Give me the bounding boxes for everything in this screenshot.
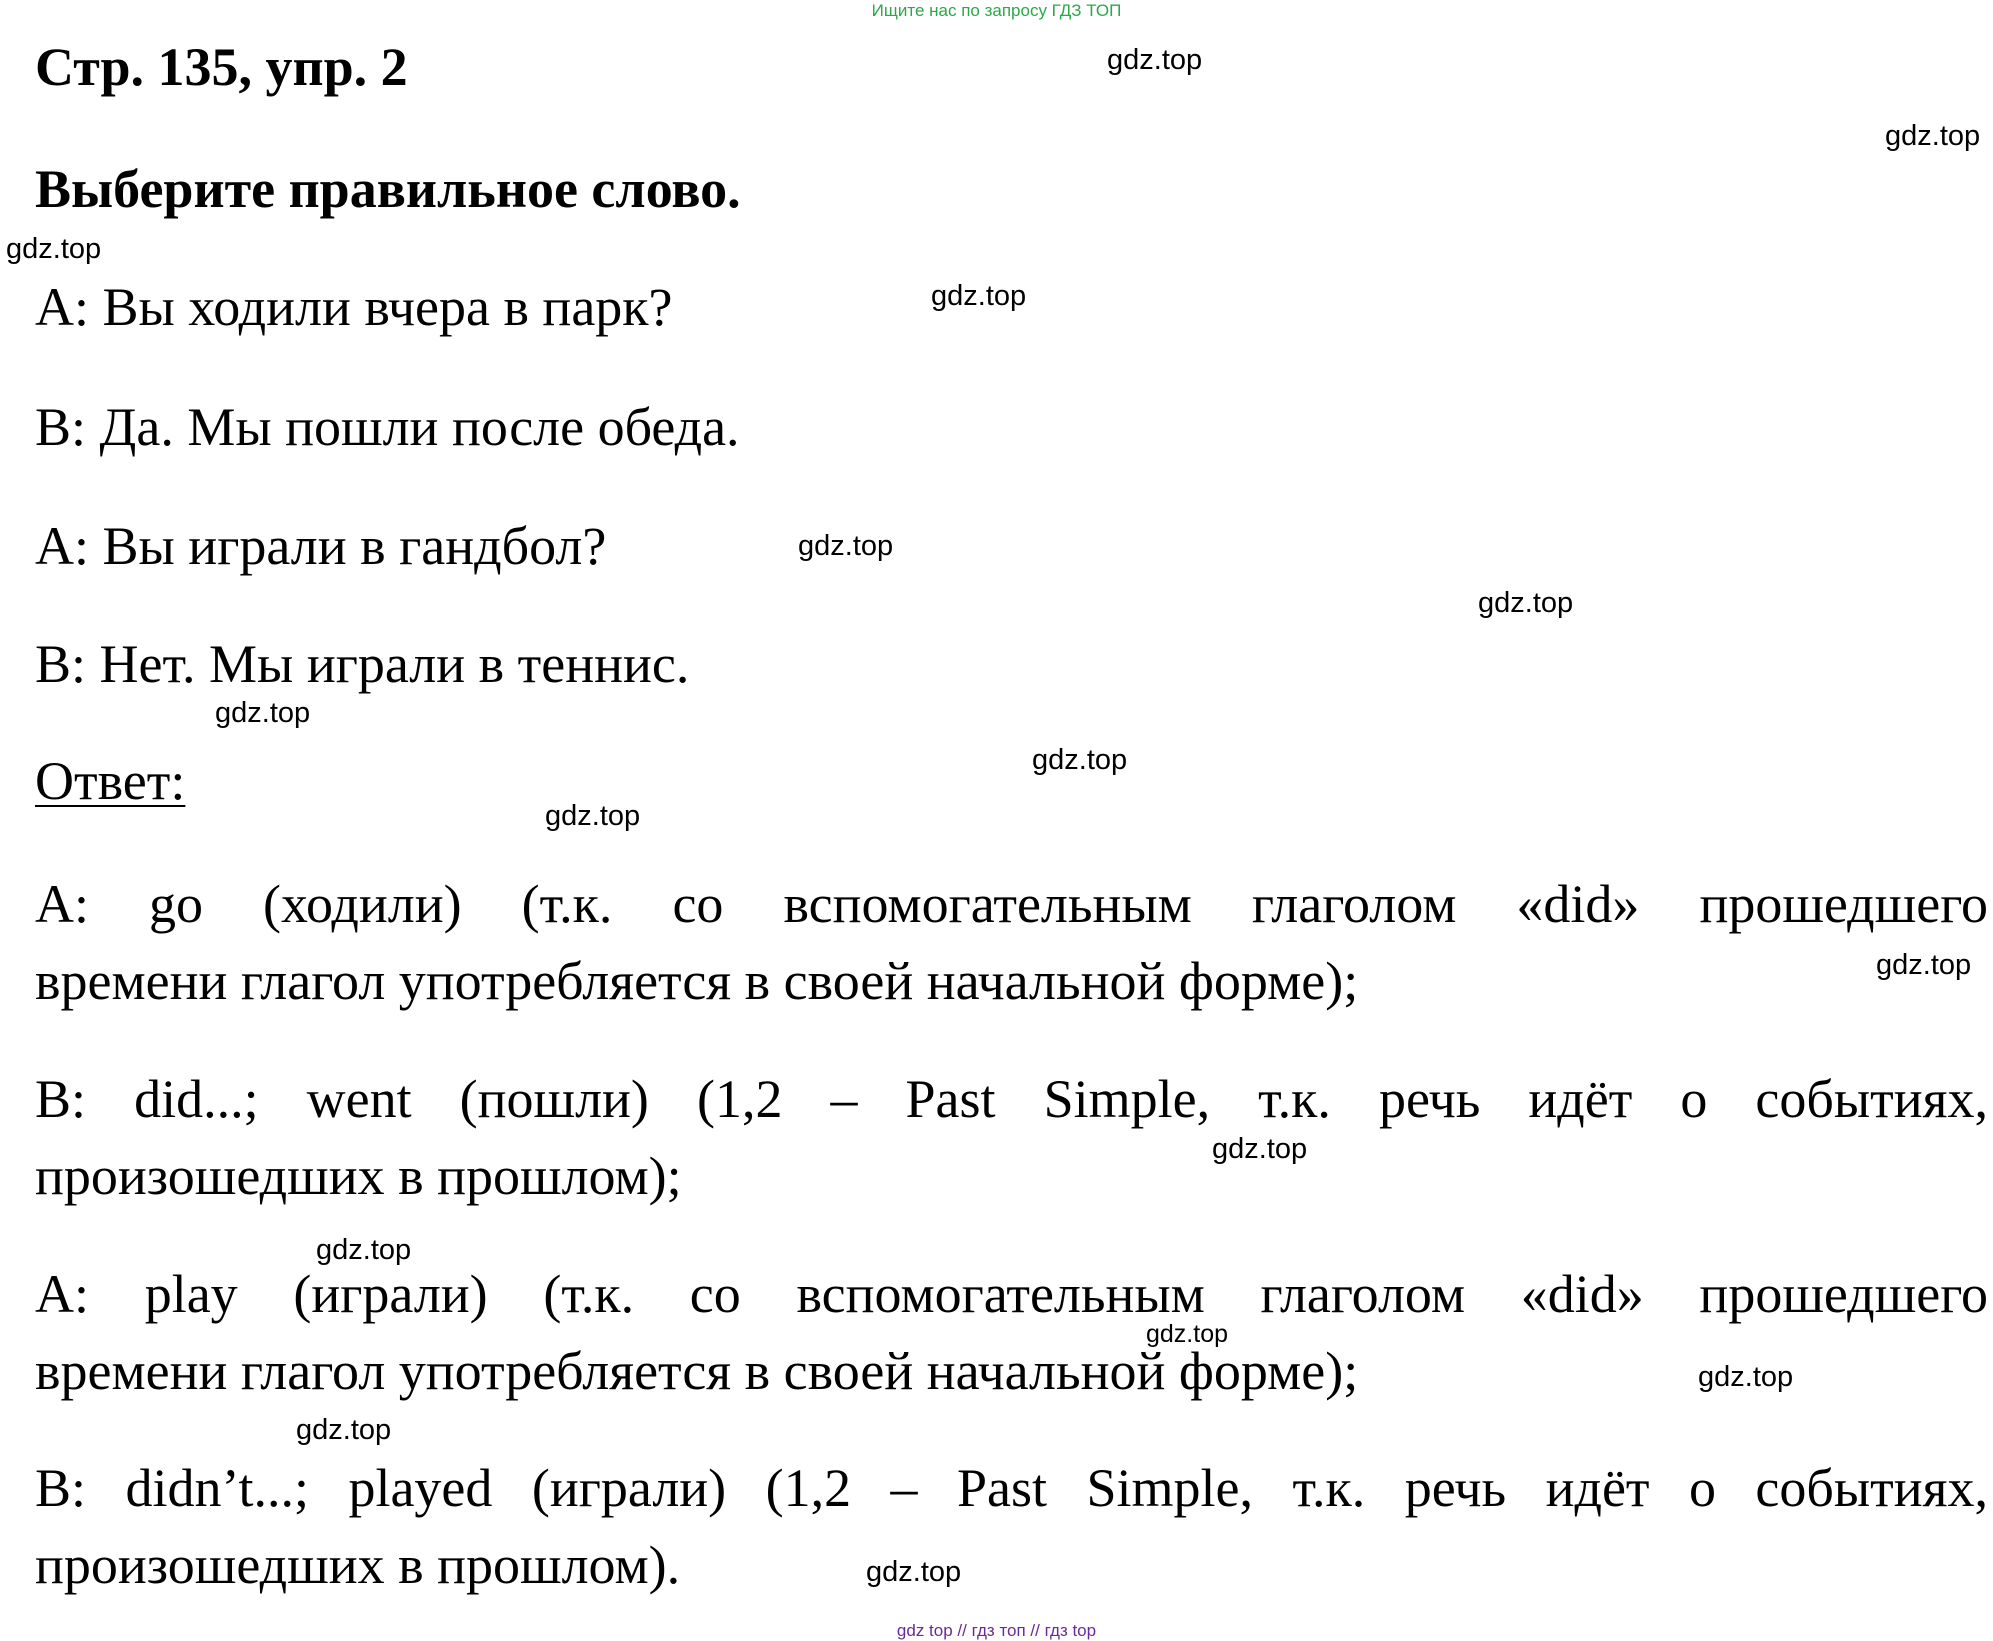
page-title: Стр. 135, упр. 2 bbox=[35, 37, 408, 97]
watermark: gdz.top bbox=[866, 1556, 962, 1588]
dialogue-line-3: A: Вы играли в гандбол? bbox=[35, 516, 607, 576]
watermark: gdz.top bbox=[316, 1234, 412, 1266]
answer-1-line-2: времени глагол употребляется в своей начальной форме); bbox=[35, 951, 1359, 1011]
watermark: gdz.top bbox=[1212, 1133, 1308, 1165]
answer-1-line-1: A: go (ходили) (т.к. со вспомогательным глаголом «did» прошедшего bbox=[35, 874, 1988, 934]
answer-paragraph-3 bbox=[35, 1256, 1988, 1410]
top-banner: Ищите нас по запросу ГДЗ ТОП bbox=[871, 1, 1122, 20]
watermark: gdz.top bbox=[545, 800, 641, 832]
answer-label: Ответ: bbox=[35, 751, 186, 811]
watermark: gdz.top bbox=[1885, 120, 1981, 152]
watermark: gdz.top bbox=[215, 697, 311, 729]
watermark: gdz.top bbox=[1698, 1361, 1794, 1393]
dialogue-line-2: B: Да. Мы пошли после обеда. bbox=[35, 397, 740, 457]
watermark: gdz.top bbox=[1876, 949, 1972, 981]
dialogue-line-1: A: Вы ходили вчера в парк? bbox=[35, 277, 673, 337]
watermark: gdz.top bbox=[798, 530, 894, 562]
answer-3-line-2: времени глагол употребляется в своей начальной форме); bbox=[35, 1341, 1359, 1401]
watermark: gdz.top bbox=[6, 233, 102, 265]
watermark: gdz.top bbox=[1107, 44, 1203, 76]
watermark: gdz.top bbox=[1478, 587, 1574, 619]
answer-2-line-2: произошедших в прошлом); bbox=[35, 1146, 682, 1206]
bottom-banner: gdz top // гдз топ // гдз top bbox=[896, 1621, 1097, 1640]
answer-3-line-1: A: play (играли) (т.к. со вспомогательным глаголом «did» прошедшего bbox=[35, 1264, 1988, 1324]
answer-paragraph-2 bbox=[35, 1061, 1988, 1215]
watermark: gdz.top bbox=[1146, 1320, 1229, 1348]
watermark: gdz.top bbox=[931, 280, 1027, 312]
answer-paragraph-4 bbox=[35, 1450, 1988, 1604]
answer-4-line-1: B: didn’t...; played (играли) (1,2 – Past Simple, т.к. речь идёт о событиях, bbox=[35, 1458, 1988, 1518]
dialogue-line-4: B: Нет. Мы играли в теннис. bbox=[35, 634, 690, 694]
watermark: gdz.top bbox=[1032, 744, 1128, 776]
answer-2-line-1: B: did...; went (пошли) (1,2 – Past Simple, т.к. речь идёт о событиях, bbox=[35, 1069, 1988, 1129]
answer-paragraph-1 bbox=[35, 866, 1988, 1020]
watermark: gdz.top bbox=[296, 1414, 392, 1446]
answer-4-line-2: произошедших в прошлом). bbox=[35, 1535, 681, 1595]
task-instruction: Выберите правильное слово. bbox=[35, 159, 741, 219]
